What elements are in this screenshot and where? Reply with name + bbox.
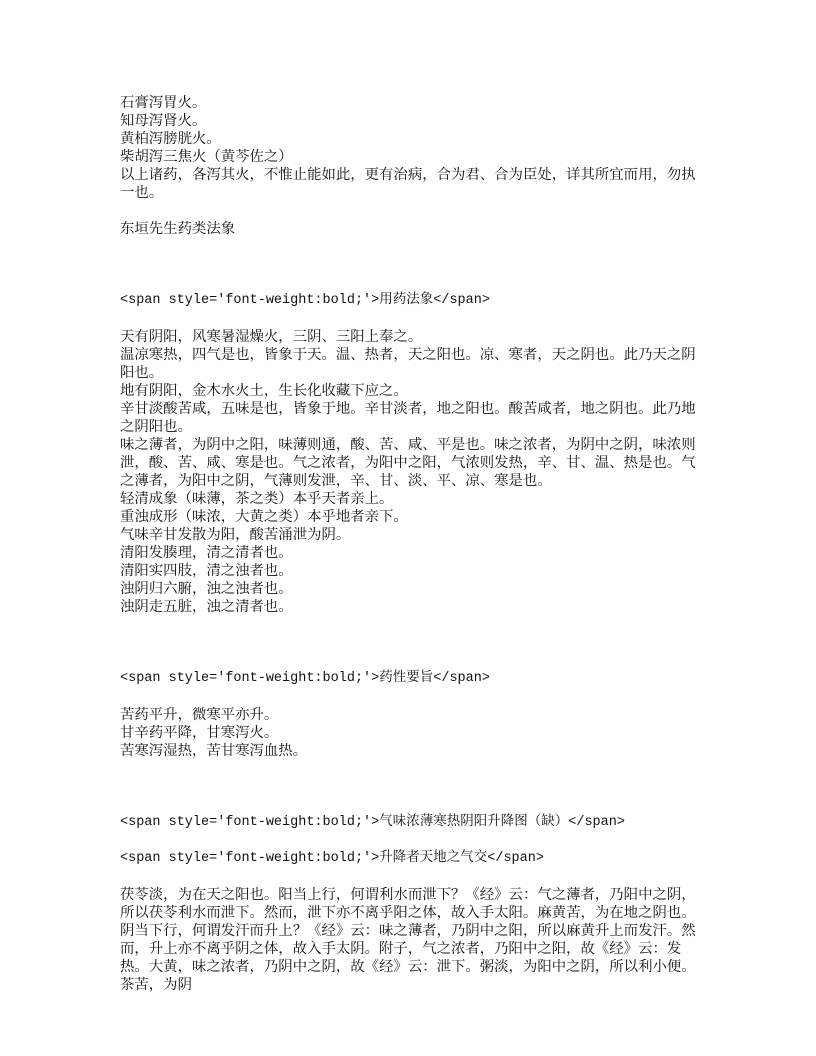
paragraph: 天有阴阳，风寒暑湿燥火，三阴、三阳上奉之。 <box>120 329 423 345</box>
paragraph: 清阳实四肢，清之浊者也。 <box>120 563 293 579</box>
paragraph: 茯苓淡，为在天之阳也。阳当上行，何谓利水而泄下？《经》云：气之薄者，乃阳中之阴，所以茯苓利水而泄下。然而，泄下亦不离乎阳之体，故入手太阳。麻黄苦，为在地之阴也。 <box>120 887 696 921</box>
document-title: 东垣先生药类法象 <box>120 221 236 237</box>
section-heading-yaoxing: <span style='font-weight:bold;'>药性要旨</span> <box>120 671 490 686</box>
paragraph: 浊阴归六腑，浊之浊者也。 <box>120 581 293 597</box>
paragraph: 辛甘淡酸苦咸，五味是也，皆象于地。辛甘淡者，地之阳也。酸苦咸者，地之阴也。此乃地之阴阳也。 <box>120 401 696 435</box>
paragraph: 温凉寒热，四气是也，皆象于天。温、热者，天之阳也。凉、寒者，天之阴也。此乃天之阴阳也。 <box>120 347 696 381</box>
document-page <box>120 94 700 994</box>
paragraph: 甘辛药平降，甘寒泻火。 <box>120 725 279 741</box>
paragraph: 地有阴阳，金木水火土，生长化收藏下应之。 <box>120 383 408 399</box>
paragraph: 苦药平升，微寒平亦升。 <box>120 707 279 723</box>
paragraph: 气味辛甘发散为阳，酸苦涌泄为阴。 <box>120 527 351 543</box>
intro-line: 知母泻肾火。 <box>120 113 207 129</box>
intro-line: 黄柏泻膀胱火。 <box>120 131 221 147</box>
section-heading-yongyao: <span style='font-weight:bold;'>用药法象</span> <box>120 293 490 308</box>
paragraph: 阴当下行，何谓发汗而升上？《经》云：味之薄者，乃阴中之阳，所以麻黄升上而发汗。然而，升上亦不离乎阴之体，故入手太阴。附子，气之浓者，乃阳中之阳，故《经》云：发热。大黄，味之浓者，乃阴中之阴，故《经》云：泄下。粥淡，为阳中之阴，所以利小便。茶苦，为阴 <box>120 923 696 993</box>
intro-line: 柴胡泻三焦火（黄芩佐之） <box>120 149 293 165</box>
section-heading-shengjiang: <span style='font-weight:bold;'>升降者天地之气交</span> <box>120 851 544 866</box>
paragraph: 浊阴走五脏，浊之清者也。 <box>120 599 293 615</box>
paragraph: 味之薄者，为阴中之阳，味薄则通，酸、苦、咸、平是也。味之浓者，为阴中之阴，味浓则泄，酸、苦、咸、寒是也。气之浓者，为阳中之阳，气浓则发热，辛、甘、温、热是也。气之薄者，为阳中之阴，气薄则发泄，辛、甘、淡、平、凉、寒是也。 <box>120 437 696 489</box>
section-heading-tu: <span style='font-weight:bold;'>气味浓薄寒热阴阳升降图（缺）</span> <box>120 815 625 830</box>
paragraph: 苦寒泻湿热，苦甘寒泻血热。 <box>120 743 308 759</box>
paragraph: 重浊成形（味浓，大黄之类）本乎地者亲下。 <box>120 509 408 525</box>
paragraph: 轻清成象（味薄，茶之类）本乎天者亲上。 <box>120 491 394 507</box>
paragraph: 清阳发腠理，清之清者也。 <box>120 545 293 561</box>
intro-summary: 以上诸药，各泻其火，不惟止能如此，更有治病，合为君、合为臣处，详其所宜而用，勿执一也。 <box>120 167 696 201</box>
intro-line: 石膏泻胃火。 <box>120 95 207 111</box>
